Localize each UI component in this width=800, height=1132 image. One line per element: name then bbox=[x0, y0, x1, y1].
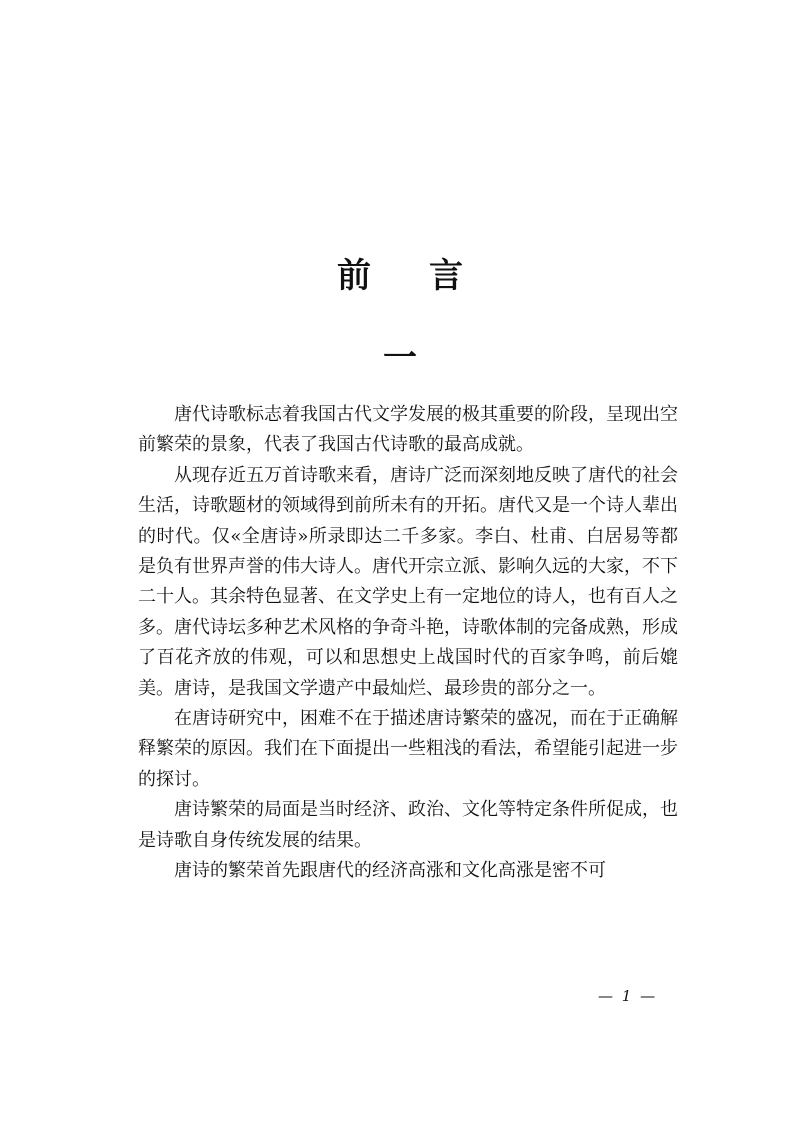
paragraph: 唐诗繁荣的局面是当时经济、政治、文化等特定条件所促成，也是诗歌自身传统发展的结果。 bbox=[138, 799, 678, 851]
paragraph: 唐诗的繁荣首先跟唐代的经济高涨和文化高涨是密不可 bbox=[174, 860, 606, 882]
paragraph: 在唐诗研究中，困难不在于描述唐诗繁荣的盛况，而在于正确解释繁荣的原因。我们在下面提出一些粗浅的看法，希望能引起进一步的探讨。 bbox=[138, 708, 678, 790]
section-number: 一 bbox=[383, 338, 417, 378]
body-text bbox=[138, 400, 678, 887]
paragraph: 从现存近五万首诗歌来看，唐诗广泛而深刻地反映了唐代的社会生活，诗歌题材的领域得到前所未有的开拓。唐代又是一个诗人辈出的时代。仅«全唐诗»所录即达二千多家。李白、杜甫、白居易等都是负有世界声誉的伟大诗人。唐代开宗立派、影响久远的大家，不下二十人。其余特色显著、在文学史上有一定地位的诗人，也有百人之多。唐代诗坛多种艺术风格的争奇斗艳，诗歌体制的完备成熟，形成了百花齐放的伟观，可以和思想史上战国时代的百家争鸣，前后媲美。唐诗，是我国文学遗产中最灿烂、最珍贵的部分之一。 bbox=[138, 464, 678, 699]
paragraph: 唐代诗歌标志着我国古代文学发展的极其重要的阶段，呈现出空前繁荣的景象，代表了我国古代诗歌的最高成就。 bbox=[138, 404, 678, 456]
page-number: — 1 — bbox=[598, 987, 658, 1005]
chapter-title: 前言 bbox=[337, 256, 521, 296]
